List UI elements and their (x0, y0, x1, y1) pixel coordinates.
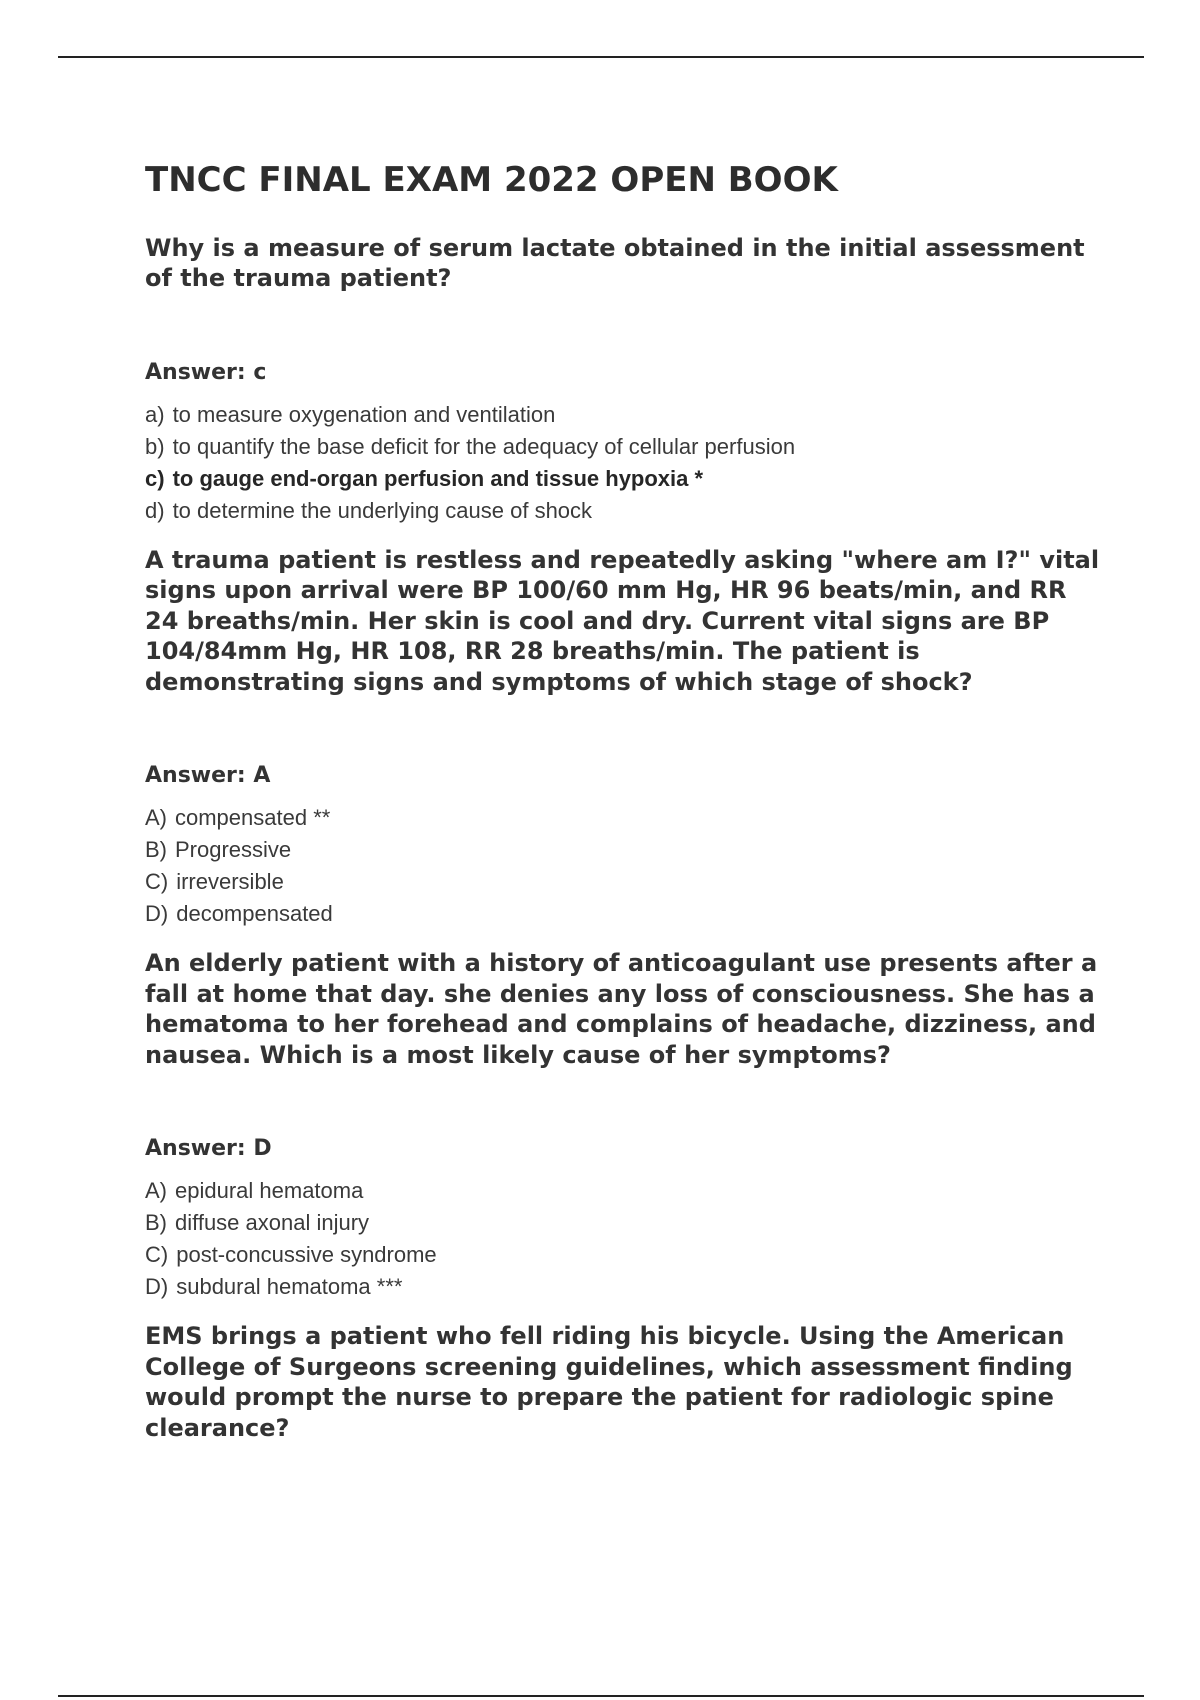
question-block-3 (145, 948, 1105, 1303)
option-letter: a) (145, 401, 165, 427)
option-text: epidural hematoma (175, 1178, 364, 1204)
option-text: to quantify the base deficit for the adequacy of cellular perfusion (172, 433, 796, 459)
option-item (145, 399, 1105, 431)
option-item (145, 495, 1105, 527)
option-text: to determine the underlying cause of shock (172, 497, 593, 523)
option-text: Progressive (175, 837, 292, 863)
option-list (145, 802, 1105, 930)
option-letter: A) (145, 805, 167, 831)
option-text: subdural hematoma *** (176, 1274, 403, 1300)
option-letter: C) (145, 1242, 169, 1268)
option-item (145, 834, 1105, 866)
option-text: irreversible (176, 869, 284, 895)
option-text: to measure oxygenation and ventilation (172, 401, 556, 427)
option-item (145, 1207, 1105, 1239)
question-block-1 (145, 233, 1105, 527)
question-text: EMS brings a patient who fell riding his bicycle. Using the American College of Surgeons screening guidelines, which assessment finding would prompt the nurse to prepare the patient for radiologic spine clearance? (145, 1322, 1073, 1442)
option-item (145, 1271, 1105, 1303)
option-letter: c) (145, 465, 165, 491)
option-item (145, 1239, 1105, 1271)
question-text: A trauma patient is restless and repeatedly asking "where am I?" vital signs upon arrival were BP 100/60 mm Hg, HR 96 beats/min, and RR 24 breaths/min. Her skin is cool and dry. Current vital signs are BP 104/84mm Hg, HR 108, RR 28 breaths/min. The patient is demonstrating signs and symptoms of which stage of shock? (145, 545, 1100, 696)
option-list (145, 399, 1105, 527)
option-text: post-concussive syndrome (176, 1242, 437, 1268)
option-item (145, 431, 1105, 463)
option-item-correct (145, 463, 1105, 495)
option-letter: A) (145, 1178, 167, 1204)
document-body (145, 160, 1105, 1443)
top-rule (58, 56, 1144, 58)
option-list (145, 1175, 1105, 1303)
option-text: compensated ** (175, 805, 331, 831)
question-block-4 (145, 1321, 1105, 1443)
option-letter: C) (145, 869, 169, 895)
option-letter: b) (145, 433, 165, 459)
option-letter: d) (145, 497, 165, 523)
option-text: diffuse axonal injury (175, 1210, 370, 1236)
answer-key: Answer: D (145, 1136, 272, 1162)
question-text: An elderly patient with a history of anticoagulant use presents after a fall at home that day. she denies any loss of consciousness. She has a hematoma to her forehead and complains of headache, dizziness, and nausea. Which is a most likely cause of her symptoms? (145, 949, 1098, 1069)
bottom-rule (58, 1695, 1144, 1697)
answer-key: Answer: c (145, 359, 267, 385)
option-letter: D) (145, 901, 169, 927)
question-block-2 (145, 545, 1105, 931)
option-letter: B) (145, 837, 167, 863)
answer-key: Answer: A (145, 763, 271, 789)
option-text: decompensated (176, 901, 333, 927)
option-text: to gauge end-organ perfusion and tissue hypoxia * (172, 465, 704, 491)
option-item (145, 802, 1105, 834)
option-item (145, 898, 1105, 930)
question-text: Why is a measure of serum lactate obtained in the initial assessment of the trauma patient? (145, 233, 1085, 293)
option-item (145, 1175, 1105, 1207)
option-letter: D) (145, 1274, 169, 1300)
document-title: TNCC FINAL EXAM 2022 OPEN BOOK (145, 160, 838, 200)
option-letter: B) (145, 1210, 167, 1236)
option-item (145, 866, 1105, 898)
